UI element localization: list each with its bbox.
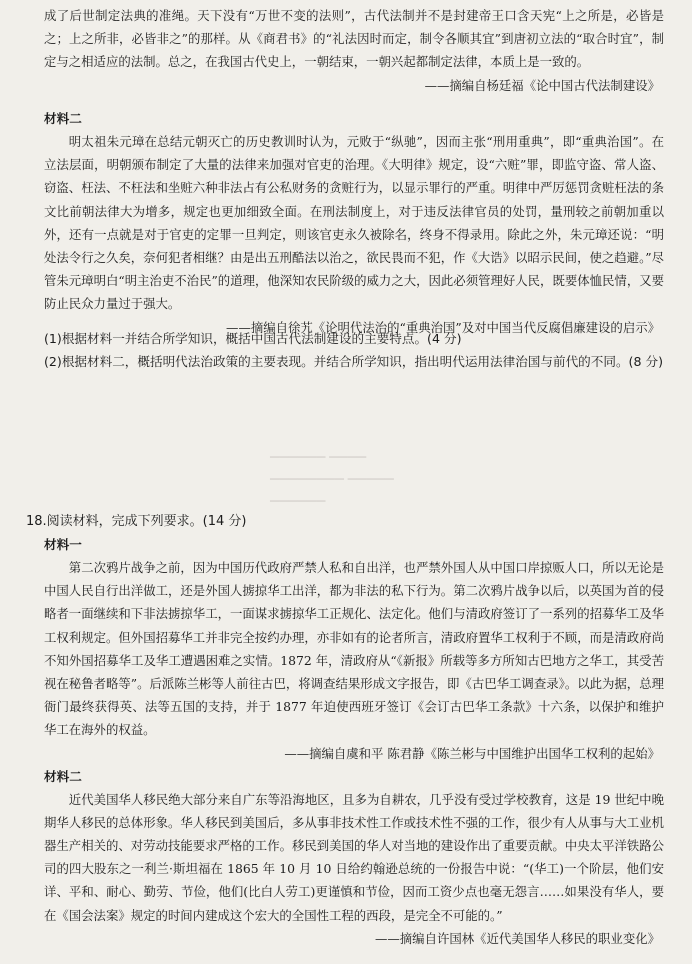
show-through-text: ▁▁▁▁▁▁ ▁▁▁▁ ▁▁▁▁▁▁▁▁ ▁▁▁▁▁ ▁▁▁▁▁▁ [270,444,394,502]
material-1-source: ——摘编自杨廷福《论中国古代法制建设》 [424,77,660,93]
material-1-continuation [44,4,664,97]
q18-material-2-source: ——摘编自许国林《近代美国华人移民的职业变化》 [375,930,660,946]
material-2-text: 明太祖朱元璋在总结元朝灭亡的历史教训时认为，元败于“纵驰”，因而主张“刑用重典”，即“重典治国”。在立法层面，明朝颁布制定了大量的法律来加强对官吏的治理。《大明律》规定，设“六赃”罪，即监守盗、常人盗、窃盗、枉法、不枉法和坐赃六种非法占有公私财务的贪赃行为，以显示罪行的严重。明律中严厉惩罚贪赃枉法的条文比前朝法律大为增多，规定也更加细致全面。在刑法制度上，对于违反法律官员的处罚，量刑较之前朝加重以外，还有一点就是对于官吏的定罪一旦判定，则该官吏永久被除名，终身不得录用。除此之外，朱元璋还说：“明处法令行之久矣，奈何犯者相继？由是出五刑酷法以治之，欲民畏而不犯，作《大诰》以昭示民间，使之趋避。”尽管朱元璋明白“明主治吏不治民”的道理，他深知农民阶级的威力之大，因此必须管理好人民，既要体恤民情，又要防止民众力量过于强大。 [44,134,664,312]
q18-material-1-text: 第二次鸦片战争之前，因为中国历代政府严禁人私和自出洋，也严禁外国人从中国口岸掠贩人口，所以无论是中国人民自行出洋做工，还是外国人掳掠华工出洋，都为非法的私下行为。第二次鸦片战争以后，以英国为首的侵略者一面继续和下非法掳掠华工，一面谋求掳掠华工正规化、法定化。他们与清政府签订了一系列的招募华工及华工权利规定。但外国招募华工并非完全按约办理，亦非如有的论者所言，清政府置华工权利于不顾，而是清政府尚不知外国招募华工及华工遭遇困难之实情。1872 年，清政府从“《新报》所载等多方所知古巴地方之华工，其受苦视在秘鲁者略等”。后派陈兰彬等人前往古巴，将调查结果形成文字报告，即《古巴华工调查录》。以此为据，总理衙门最终获得英、法等五国的支持，并于 1877 年迫使西班牙签订《会订古巴华工条款》十六条，以保护和维护华工在海外的权益。 [44,560,664,738]
q18-material-1-label: 材料一 [44,537,82,552]
question-2: (2)根据材料二，概括明代法治政策的主要表现。并结合所学知识，指出明代运用法律治国与前代的不同。(8 分) [44,354,663,369]
material-2-section [44,107,664,339]
question-18-section [26,510,664,950]
q18-material-1-source: ——摘编自虞和平 陈君静《陈兰彬与中国维护出国华工权利的起始》 [284,745,660,761]
material-2-label: 材料二 [44,111,82,126]
material-2-source: ——摘编自徐艽《论明代法治的“重典治国”及对中国当代反腐倡廉建设的启示》 [226,319,660,335]
q18-material-2-label: 材料二 [44,768,82,784]
q18-material-2-text: 近代美国华人移民绝大部分来自广东等沿海地区，且多为自耕农，几乎没有受过学校教育，这是 19 世纪中晚期华人移民的总体形象。华人移民到美国后，多从事非技术性工作或技术性不强的工作，很少有人从事与大工业机器生产相关的、对劳动技能要求严格的工作。移民到美国的华人对当地的建设作出了重要贡献。中央太平洋铁路公司的四大股东之一利兰·斯坦福在 1865 年 10 月 10 日给约翰逊总统的一份报告中说：“(华工)一个阶层，他们安详、平和、耐心、勤劳、节俭，他们(比白人劳工)更谨慎和节俭，因而工资少点也毫无怨言……如果没有华人，要在《国会法案》规定的时间内建成这个宏大的全国性工程的西段，是完全不可能的。” [44,791,664,923]
questions-17 [44,327,664,373]
question-18-title: 18.阅读材料，完成下列要求。(14 分) [26,514,247,529]
material-1-text: 成了后世制定法典的准绳。天下没有“万世不变的法则”，古代法制并不是封建帝王口含天宪“上之所是，必皆是之；上之所非，必皆非之”的那样。从《商君书》的“礼法因时而定，制令各顺其宜”到唐初立法的“取合时宜”，制定与之相适应的法制。总之，在我国古代史上，一朝结束，一朝兴起都制定法律，本质上是一致的。 [44,8,664,70]
question-1: (1)根据材料一并结合所学知识，概括中国古代法制建设的主要特点。(4 分) [44,331,462,346]
